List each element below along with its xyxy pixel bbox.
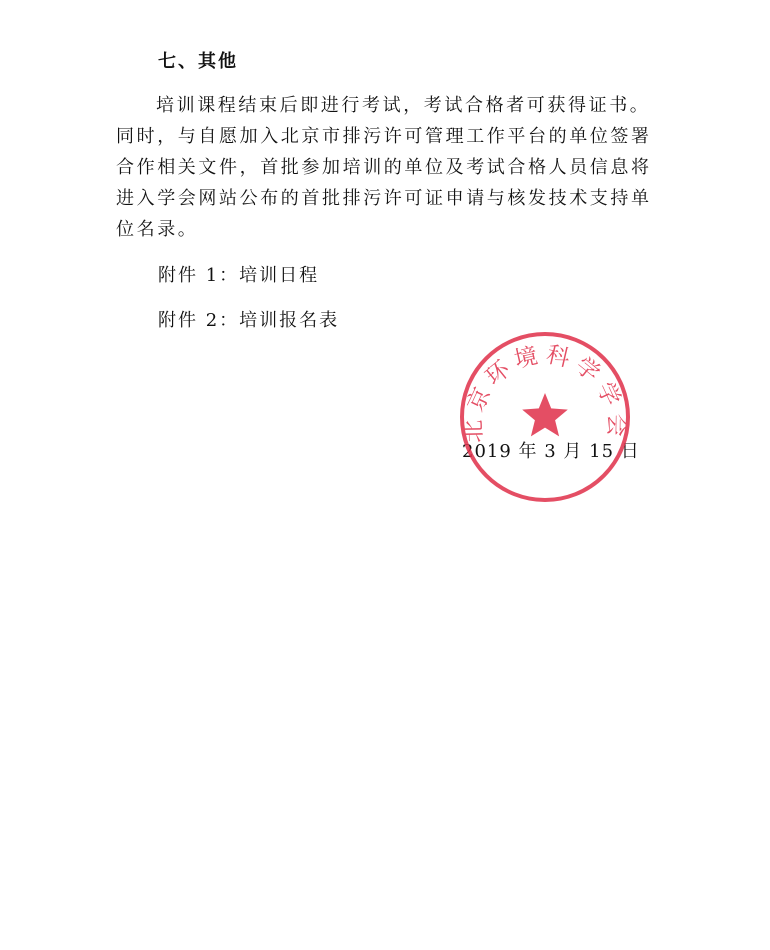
attachment-2: 附件 2：培训报名表 — [158, 310, 340, 331]
seal-text: 北京环境科学学会 — [460, 341, 630, 443]
seal-star-icon — [522, 393, 568, 436]
body-paragraph: 培训课程结束后即进行考试，考试合格者可获得证书。同时，与自愿加入北京市排污许可管理工作平台的单位签署合作相关文件，首批参加培训的单位及考试合格人员信息将进入学会网站公布的首批排污许可证申请与核发技术支持单位名录。 — [116, 95, 652, 240]
attachment-1: 附件 1：培训日程 — [158, 265, 320, 286]
document-date: 2019 年 3 月 15 日 — [462, 441, 640, 462]
section-heading: 七、其他 — [158, 51, 238, 72]
official-seal-stamp — [458, 330, 632, 504]
